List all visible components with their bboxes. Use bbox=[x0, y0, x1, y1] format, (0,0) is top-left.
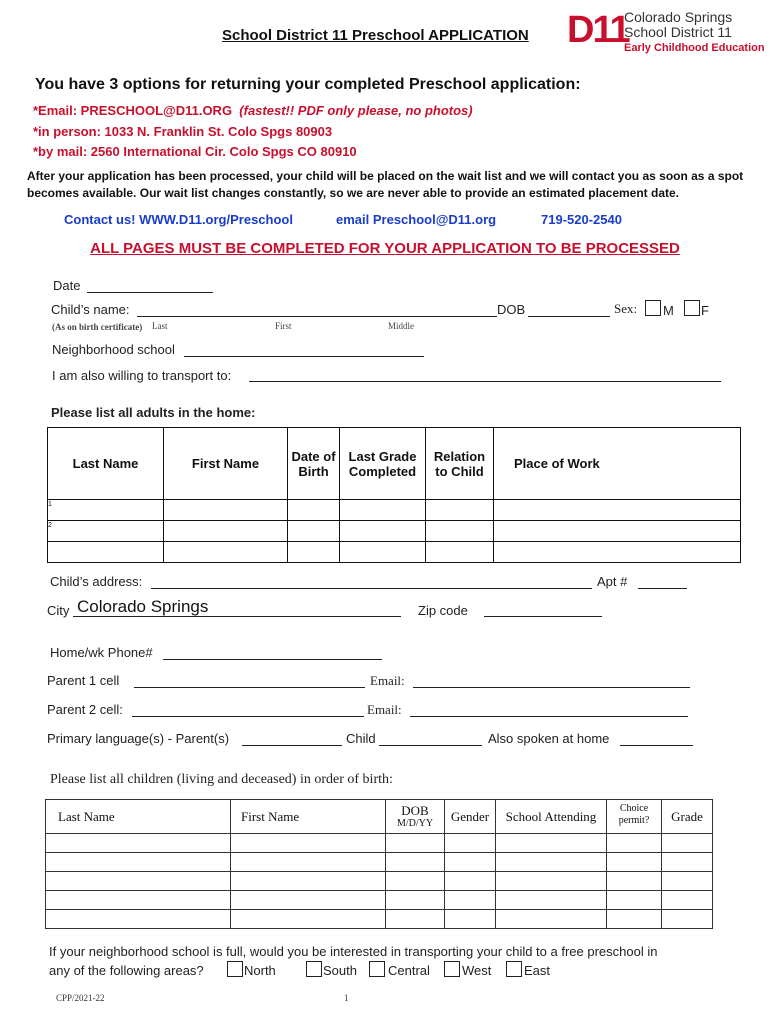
adult-3-grade[interactable] bbox=[340, 542, 426, 563]
child-row-3-first[interactable] bbox=[231, 872, 386, 891]
apt-field[interactable] bbox=[638, 588, 687, 589]
child-row-2-last[interactable] bbox=[46, 853, 231, 872]
home-phone-label: Home/wk Phone# bbox=[50, 645, 153, 660]
document-title: School District 11 Preschool APPLICATION bbox=[222, 27, 529, 44]
child-name-label: Child’s name: bbox=[51, 302, 130, 317]
child-row-2-grade[interactable] bbox=[662, 853, 713, 872]
zip-field[interactable] bbox=[484, 616, 602, 617]
contact-website[interactable]: Contact us! WWW.D11.org/Preschool bbox=[64, 212, 293, 227]
sex-m-label: M bbox=[663, 303, 674, 318]
area-west-label: West bbox=[462, 963, 492, 978]
child-row-1-gender[interactable] bbox=[445, 834, 496, 853]
child-row-5-last[interactable] bbox=[46, 910, 231, 929]
area-south-label: South bbox=[323, 963, 357, 978]
child-language-field[interactable] bbox=[379, 745, 482, 746]
child-row-3-last[interactable] bbox=[46, 872, 231, 891]
child-row-1-grade[interactable] bbox=[662, 834, 713, 853]
child-row-4-dob[interactable] bbox=[386, 891, 445, 910]
page-number: 1 bbox=[344, 993, 349, 1003]
home-phone-field[interactable] bbox=[163, 659, 382, 660]
adult-1-first-name[interactable] bbox=[164, 500, 288, 521]
adults-row-mark-1: 1 bbox=[48, 501, 52, 508]
adult-2-first-name[interactable] bbox=[164, 521, 288, 542]
children-row bbox=[46, 872, 713, 891]
neighborhood-school-field[interactable] bbox=[184, 356, 424, 357]
child-language-label: Child bbox=[346, 731, 376, 746]
adult-2-last-name[interactable] bbox=[48, 521, 164, 542]
children-header-dob bbox=[386, 800, 445, 834]
adults-header-relation: Relation to Child bbox=[426, 428, 494, 500]
adult-3-dob[interactable] bbox=[288, 542, 340, 563]
adult-1-grade[interactable] bbox=[340, 500, 426, 521]
adult-3-work[interactable] bbox=[494, 542, 741, 563]
adult-2-grade[interactable] bbox=[340, 521, 426, 542]
parent-1-email-label: Email: bbox=[370, 673, 405, 688]
contact-email[interactable]: email Preschool@D11.org bbox=[336, 212, 497, 227]
children-header-choice-permit: Choice permit? bbox=[607, 800, 662, 834]
children-header-dob-format: M/D/YY bbox=[396, 817, 434, 829]
option-email-label: *Email: PRESCHOOL@D11.ORG bbox=[33, 103, 233, 118]
adult-2-relation[interactable] bbox=[426, 521, 494, 542]
return-options-heading: You have 3 options for returning your completed Preschool application: bbox=[35, 76, 581, 93]
child-row-1-dob[interactable] bbox=[386, 834, 445, 853]
adults-header-last-name: Last Name bbox=[48, 428, 164, 500]
adult-1-work[interactable] bbox=[494, 500, 741, 521]
logo-line-3: Early Childhood Education bbox=[624, 42, 765, 54]
child-row-5-gender[interactable] bbox=[445, 910, 496, 929]
child-row-2-first[interactable] bbox=[231, 853, 386, 872]
sex-f-label: F bbox=[701, 303, 709, 318]
child-address-field[interactable] bbox=[151, 588, 592, 589]
child-row-3-school[interactable] bbox=[496, 872, 607, 891]
area-north-checkbox[interactable] bbox=[227, 961, 243, 977]
adults-table bbox=[47, 427, 741, 563]
children-row bbox=[46, 853, 713, 872]
child-row-4-school[interactable] bbox=[496, 891, 607, 910]
child-dob-field[interactable] bbox=[528, 316, 610, 317]
adults-header-last-grade: Last Grade Completed bbox=[340, 428, 426, 500]
child-row-1-first[interactable] bbox=[231, 834, 386, 853]
area-central-checkbox[interactable] bbox=[369, 961, 385, 977]
children-list-label: Please list all children (living and deceased) in order of birth: bbox=[50, 772, 393, 787]
logo-line-2: School District 11 bbox=[624, 24, 732, 40]
adult-2-work[interactable] bbox=[494, 521, 741, 542]
parent-1-cell-label: Parent 1 cell bbox=[47, 673, 120, 688]
area-east-label: East bbox=[524, 963, 551, 978]
adult-1-dob[interactable] bbox=[288, 500, 340, 521]
children-header-first-name: First Name bbox=[231, 800, 386, 834]
children-header-dob-label: DOB bbox=[401, 802, 429, 818]
child-row-1-choice[interactable] bbox=[607, 834, 662, 853]
child-row-3-grade[interactable] bbox=[662, 872, 713, 891]
processing-note: After your application has been processed, your child will be placed on the wait list and we will contact you as soon as a spot becomes available. Our wait list changes constantly, so we are never able to provide an estimated placement date. bbox=[27, 169, 744, 200]
parent-2-cell-label: Parent 2 cell: bbox=[47, 702, 123, 717]
adults-row bbox=[48, 521, 741, 542]
date-field[interactable] bbox=[87, 292, 213, 293]
option-in-person: *in person: 1033 N. Franklin St. Colo Spgs 80903 bbox=[33, 124, 333, 139]
adult-1-relation[interactable] bbox=[426, 500, 494, 521]
logo-line-1: Colorado Springs bbox=[624, 9, 733, 25]
completion-notice: ALL PAGES MUST BE COMPLETED FOR YOUR APPLICATION TO BE PROCESSED bbox=[90, 240, 680, 257]
children-header-last-name: Last Name bbox=[46, 800, 231, 834]
apt-label: Apt # bbox=[597, 574, 628, 589]
child-address-label: Child’s address: bbox=[50, 574, 143, 589]
neighborhood-school-label: Neighborhood school bbox=[52, 342, 175, 357]
full-school-question-line2: any of the following areas? bbox=[49, 963, 204, 978]
full-school-question-line1: If your neighborhood school is full, would you be interested in transporting your child to a free preschool in bbox=[49, 944, 658, 959]
adults-row-mark-2: 2 bbox=[48, 522, 52, 529]
child-row-4-grade[interactable] bbox=[662, 891, 713, 910]
child-row-5-dob[interactable] bbox=[386, 910, 445, 929]
child-row-1-school[interactable] bbox=[496, 834, 607, 853]
option-email bbox=[33, 103, 473, 118]
option-by-mail: *by mail: 2560 International Cir. Colo Spgs CO 80910 bbox=[33, 144, 357, 159]
parent-1-email-field[interactable] bbox=[413, 687, 690, 688]
transport-field[interactable] bbox=[249, 381, 721, 382]
area-west-checkbox[interactable] bbox=[444, 961, 460, 977]
children-header-grade: Grade bbox=[662, 800, 713, 834]
child-row-5-choice[interactable] bbox=[607, 910, 662, 929]
area-east-checkbox[interactable] bbox=[506, 961, 522, 977]
area-north-label: North bbox=[244, 963, 276, 978]
area-south-checkbox[interactable] bbox=[306, 961, 322, 977]
children-header-school: School Attending bbox=[496, 800, 607, 834]
child-row-2-school[interactable] bbox=[496, 853, 607, 872]
child-row-3-gender[interactable] bbox=[445, 872, 496, 891]
child-row-5-first[interactable] bbox=[231, 910, 386, 929]
parent-2-email-label: Email: bbox=[367, 702, 402, 717]
child-row-3-choice[interactable] bbox=[607, 872, 662, 891]
name-last-caption: Last bbox=[152, 321, 168, 331]
sex-f-checkbox[interactable] bbox=[684, 300, 700, 316]
name-first-caption: First bbox=[275, 321, 292, 331]
child-row-5-grade[interactable] bbox=[662, 910, 713, 929]
child-row-2-choice[interactable] bbox=[607, 853, 662, 872]
child-row-2-dob[interactable] bbox=[386, 853, 445, 872]
child-row-4-choice[interactable] bbox=[607, 891, 662, 910]
birth-certificate-note: (As on birth certificate) bbox=[52, 322, 143, 332]
primary-language-label: Primary language(s) - Parent(s) bbox=[47, 731, 230, 746]
child-row-3-dob[interactable] bbox=[386, 872, 445, 891]
option-email-note: (fastest!! PDF only please, no photos) bbox=[239, 103, 473, 118]
parent-2-cell-field[interactable] bbox=[132, 716, 364, 717]
children-row bbox=[46, 891, 713, 910]
logo-mark: D11 bbox=[567, 9, 629, 51]
adult-3-last-name[interactable] bbox=[48, 542, 164, 563]
also-spoken-field[interactable] bbox=[620, 745, 693, 746]
date-label: Date bbox=[53, 278, 81, 293]
adults-header-first-name: First Name bbox=[164, 428, 288, 500]
child-row-2-gender[interactable] bbox=[445, 853, 496, 872]
city-value: Colorado Springs bbox=[77, 597, 209, 616]
adults-row bbox=[48, 500, 741, 521]
child-row-1-last[interactable] bbox=[46, 834, 231, 853]
zip-label: Zip code bbox=[418, 603, 468, 618]
adults-list-label: Please list all adults in the home: bbox=[51, 405, 256, 420]
parent-1-cell-field[interactable] bbox=[134, 687, 365, 688]
contact-phone[interactable]: 719-520-2540 bbox=[541, 212, 622, 227]
parent-2-email-field[interactable] bbox=[410, 716, 688, 717]
adults-header-place-of-work: Place of Work bbox=[494, 428, 741, 500]
child-row-5-school[interactable] bbox=[496, 910, 607, 929]
child-row-4-gender[interactable] bbox=[445, 891, 496, 910]
children-row bbox=[46, 834, 713, 853]
children-table bbox=[45, 799, 713, 929]
adult-1-last-name[interactable] bbox=[48, 500, 164, 521]
parent-language-field[interactable] bbox=[242, 745, 342, 746]
city-label: City bbox=[47, 603, 70, 618]
area-central-label: Central bbox=[388, 963, 430, 978]
adult-2-dob[interactable] bbox=[288, 521, 340, 542]
dob-label: DOB bbox=[497, 302, 526, 317]
adult-3-relation[interactable] bbox=[426, 542, 494, 563]
child-name-field[interactable] bbox=[137, 316, 497, 317]
name-middle-caption: Middle bbox=[388, 321, 414, 331]
adult-3-first-name[interactable] bbox=[164, 542, 288, 563]
form-code: CPP/2021-22 bbox=[56, 993, 105, 1003]
children-header-gender: Gender bbox=[445, 800, 496, 834]
district-logo bbox=[567, 8, 767, 58]
sex-m-checkbox[interactable] bbox=[645, 300, 661, 316]
adults-header-dob: Date of Birth bbox=[288, 428, 340, 500]
adults-row bbox=[48, 542, 741, 563]
also-spoken-label: Also spoken at home bbox=[488, 731, 610, 746]
sex-label: Sex: bbox=[614, 301, 638, 316]
child-row-4-first[interactable] bbox=[231, 891, 386, 910]
child-row-4-last[interactable] bbox=[46, 891, 231, 910]
children-row bbox=[46, 910, 713, 929]
transport-label: I am also willing to transport to: bbox=[52, 368, 232, 383]
